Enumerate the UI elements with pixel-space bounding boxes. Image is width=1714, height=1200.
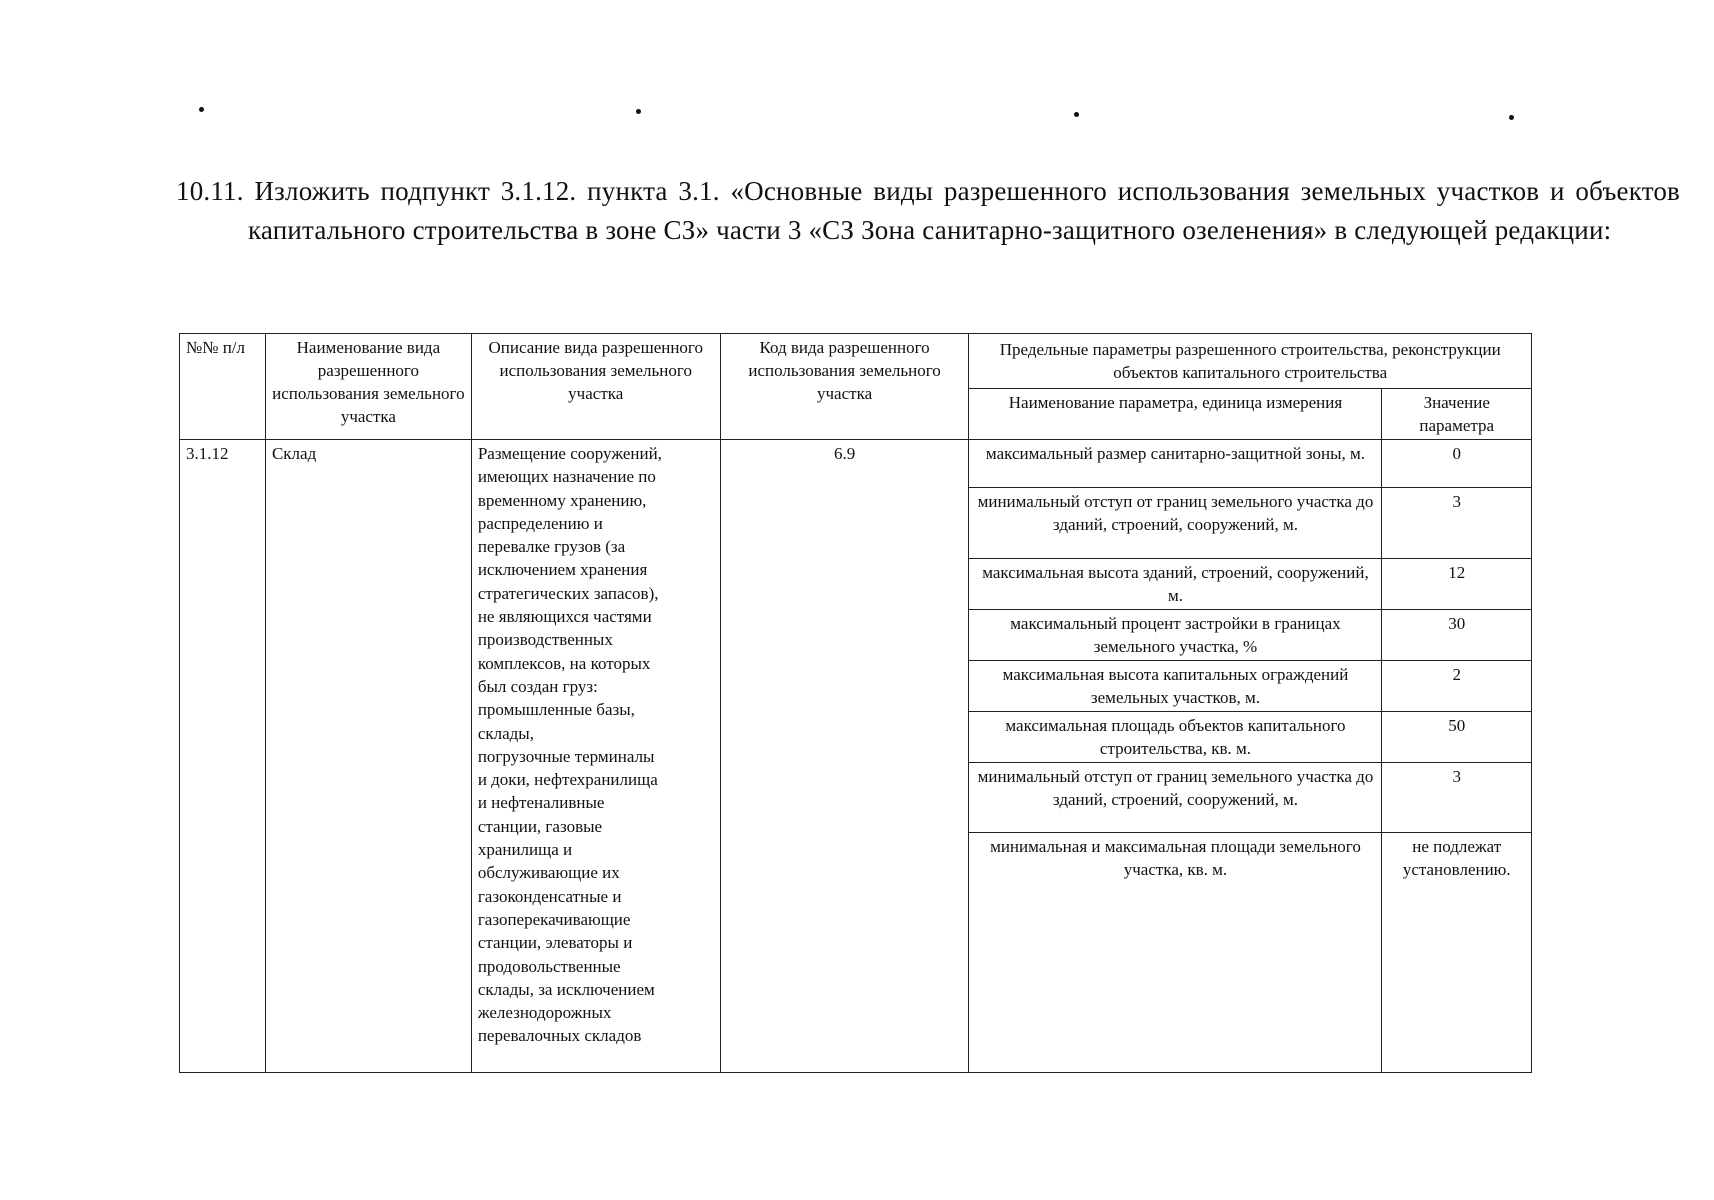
param-name: минимальная и максимальная площади земельного участка, кв. м. [969, 832, 1382, 1072]
description-line: был создан груз: [477, 676, 598, 696]
description-line: перевалочных складов [477, 1026, 642, 1046]
description-line: хранилища и [477, 840, 573, 860]
table-row [180, 440, 1532, 1073]
param-value: 0 [1382, 440, 1531, 487]
param-row [969, 832, 1531, 1072]
description-line: временному хранению, [477, 490, 647, 510]
description-line: исключением хранения [477, 560, 648, 580]
param-row [969, 711, 1531, 762]
description-line: газоконденсатные и [477, 886, 622, 906]
param-name: максимальный размер санитарно-защитной зоны, м. [969, 440, 1382, 487]
header-name: Наименование вида разрешенного использования земельного участка [265, 334, 471, 440]
row-description [471, 440, 720, 1073]
header-limits-cell [969, 334, 1532, 440]
params-table [969, 440, 1531, 1072]
description-line: перевалке грузов (за [477, 537, 626, 557]
header-num: №№ п/л [180, 334, 266, 440]
header-limits: Предельные параметры разрешенного строительства, реконструкции объектов капитального строительства [969, 334, 1531, 389]
description-line: распределению и [477, 513, 603, 533]
description-line: газоперекачивающие [477, 909, 631, 929]
description-line: обслуживающие их [477, 863, 620, 883]
header-param-value: Значение параметра [1419, 393, 1495, 435]
amendment-paragraph: 10.11. Изложить подпункт 3.1.12. пункта 3.1. «Основные виды разрешенного использования земельных участков и объектов капитального строительства в зоне СЗ» части 3 «СЗ Зона санитарно-защитного озеленения» в следующей редакции: [176, 176, 1680, 245]
row-params-cell [969, 440, 1532, 1073]
description-line: склады, [477, 723, 534, 743]
scan-dot-4 [1509, 115, 1514, 120]
description-line: железнодорожных [477, 1003, 612, 1023]
param-row [969, 660, 1531, 711]
param-name: максимальная площадь объектов капитального строительства, кв. м. [969, 711, 1382, 762]
description-line: стратегических запасов), [477, 583, 659, 603]
zoning-table [179, 333, 1532, 1073]
param-row [969, 558, 1531, 609]
description-line: комплексов, на которых [477, 653, 651, 673]
description-line: станции, элеваторы и [477, 933, 633, 953]
header-description: Описание вида разрешенного использования земельного участка [471, 334, 720, 440]
param-name: максимальная высота капитальных ограждений земельных участков, м. [969, 660, 1382, 711]
param-value: не подлежат установлению. [1402, 836, 1511, 879]
description-line: продовольственные [477, 956, 621, 976]
description-line: станции, газовые [477, 816, 603, 836]
description-line: имеющих назначение по [477, 467, 656, 487]
description-line: и нефтеналивные [477, 793, 605, 813]
scan-dot-1 [199, 107, 204, 112]
param-value: 50 [1382, 711, 1531, 762]
row-name: Склад [265, 440, 471, 1073]
param-value: 30 [1382, 609, 1531, 660]
description-line: Размещение сооружений, [477, 444, 662, 463]
param-value: 3 [1382, 487, 1531, 558]
param-name: минимальный отступ от границ земельного участка до зданий, строений, сооружений, м. [969, 762, 1382, 832]
param-value: 12 [1382, 558, 1531, 609]
param-row [969, 609, 1531, 660]
param-value: 3 [1382, 762, 1531, 832]
description-line: погрузочные терминалы [477, 746, 655, 766]
description-line: производственных [477, 630, 613, 650]
scan-dot-3 [1074, 112, 1079, 117]
row-num: 3.1.12 [180, 440, 266, 1073]
param-name: минимальный отступ от границ земельного участка до зданий, строений, сооружений, м. [969, 487, 1382, 558]
scan-dot-2 [636, 109, 641, 114]
param-name: максимальная высота зданий, строений, сооружений, м. [969, 558, 1382, 609]
description-line: склады, за исключением [477, 979, 655, 999]
description-line: не являющихся частями [477, 607, 652, 627]
table-header-row [180, 334, 1532, 440]
header-limits-table [969, 334, 1531, 439]
header-param-name: Наименование параметра, единица измерения [969, 389, 1382, 440]
param-row [969, 487, 1531, 558]
row-code: 6.9 [720, 440, 969, 1073]
description-line: и доки, нефтехранилища [477, 770, 658, 790]
param-row [969, 762, 1531, 832]
param-value: 2 [1382, 660, 1531, 711]
param-name: максимальный процент застройки в границах земельного участка, % [969, 609, 1382, 660]
header-code: Код вида разрешенного использования земельного участка [720, 334, 969, 440]
param-row [969, 440, 1531, 487]
description-line: промышленные базы, [477, 700, 635, 720]
